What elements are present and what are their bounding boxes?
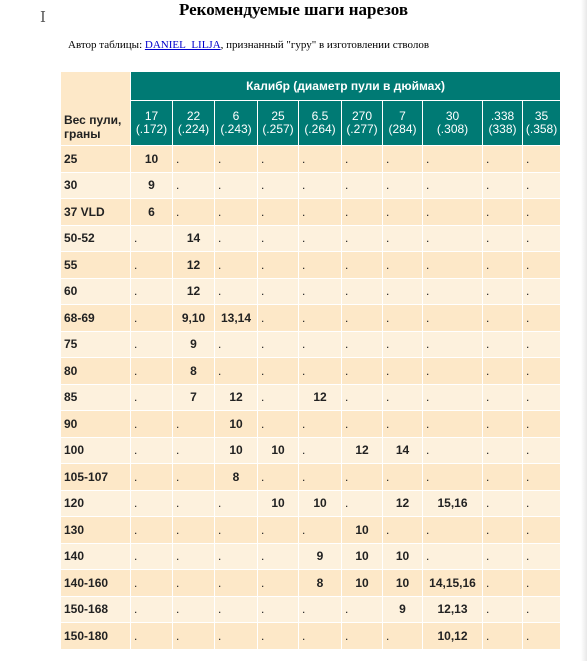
twist-rate-cell: . xyxy=(342,596,383,623)
twist-rate-cell: 9 xyxy=(131,172,173,199)
caliber-header-cell xyxy=(342,101,383,146)
twist-rate-cell: . xyxy=(215,278,258,305)
bullet-weight-cell: 80 xyxy=(61,358,131,385)
twist-rate-cell: . xyxy=(483,146,523,173)
table-row xyxy=(61,146,561,173)
twist-rate-cell: . xyxy=(523,384,561,411)
twist-rate-cell: . xyxy=(342,490,383,517)
twist-rate-cell: . xyxy=(215,596,258,623)
twist-rate-cell: 10 xyxy=(215,411,258,438)
twist-rate-cell: . xyxy=(383,384,423,411)
weight-column-header xyxy=(61,72,131,146)
table-row xyxy=(61,543,561,570)
twist-rate-cell: . xyxy=(342,358,383,385)
twist-rate-cell: . xyxy=(483,490,523,517)
caliber-label: .338 xyxy=(490,109,515,123)
bullet-weight-cell: 25 xyxy=(61,146,131,173)
twist-rate-cell: . xyxy=(131,278,173,305)
twist-rate-cell: . xyxy=(173,146,215,173)
twist-rate-cell: . xyxy=(258,172,299,199)
caliber-label: 30 xyxy=(445,109,460,123)
caliber-diameter: (.172) xyxy=(135,122,168,136)
twist-rate-cell: . xyxy=(523,543,561,570)
twist-rate-cell: . xyxy=(383,411,423,438)
twist-rate-cell: . xyxy=(483,172,523,199)
twist-rate-cell: . xyxy=(423,437,483,464)
twist-rate-cell: 8 xyxy=(173,358,215,385)
twist-rate-cell: . xyxy=(423,464,483,491)
twist-rate-cell: 12 xyxy=(299,384,342,411)
twist-rate-cell: . xyxy=(523,623,561,650)
twist-rate-cell: . xyxy=(423,358,483,385)
twist-rate-cell: . xyxy=(215,146,258,173)
twist-rate-cell: 10 xyxy=(299,490,342,517)
table-row xyxy=(61,517,561,544)
twist-rate-cell: . xyxy=(173,623,215,650)
weight-header-line2: граны xyxy=(64,127,101,141)
twist-rate-cell: . xyxy=(173,490,215,517)
twist-rate-cell: . xyxy=(258,517,299,544)
twist-rate-cell: . xyxy=(523,411,561,438)
twist-rate-cell: . xyxy=(173,596,215,623)
bullet-weight-cell: 120 xyxy=(61,490,131,517)
table-row xyxy=(61,199,561,226)
twist-rate-cell: . xyxy=(483,464,523,491)
twist-rate-cell: . xyxy=(483,278,523,305)
caliber-diameter: (.277) xyxy=(346,122,378,136)
twist-rate-cell: 7 xyxy=(173,384,215,411)
caliber-diameter: (.358) xyxy=(525,122,558,136)
twist-rate-cell: . xyxy=(173,411,215,438)
bullet-weight-cell: 100 xyxy=(61,437,131,464)
twist-rate-cell: . xyxy=(423,199,483,226)
bullet-weight-cell: 50-52 xyxy=(61,225,131,252)
twist-rate-cell: . xyxy=(342,331,383,358)
twist-rate-cell: 12 xyxy=(173,252,215,279)
twist-rate-cell: . xyxy=(383,252,423,279)
table-row xyxy=(61,490,561,517)
twist-rate-cell: . xyxy=(258,411,299,438)
twist-rate-cell: . xyxy=(483,225,523,252)
caliber-diameter: (.257) xyxy=(262,122,294,136)
twist-rate-cell: 14,15,16 xyxy=(423,570,483,597)
caliber-label: 17 xyxy=(144,109,159,123)
twist-rate-cell: . xyxy=(299,199,342,226)
twist-rate-cell: . xyxy=(523,305,561,332)
twist-rate-cell: . xyxy=(423,517,483,544)
table-row xyxy=(61,252,561,279)
caliber-label: 270 xyxy=(351,109,373,123)
twist-rate-cell: . xyxy=(423,172,483,199)
bullet-weight-cell: 55 xyxy=(61,252,131,279)
twist-rate-cell: 10 xyxy=(342,517,383,544)
table-row xyxy=(61,331,561,358)
twist-rate-cell: . xyxy=(342,146,383,173)
twist-rate-cell: . xyxy=(215,252,258,279)
twist-rate-cell: . xyxy=(299,464,342,491)
twist-rate-cell: . xyxy=(483,411,523,438)
table-row xyxy=(61,596,561,623)
twist-rate-cell: . xyxy=(258,225,299,252)
twist-rate-cell: 10,12 xyxy=(423,623,483,650)
twist-rate-cell: . xyxy=(483,543,523,570)
twist-rate-cell: . xyxy=(342,172,383,199)
twist-rate-cell: . xyxy=(299,331,342,358)
twist-rate-cell: . xyxy=(258,278,299,305)
twist-rate-cell: . xyxy=(215,358,258,385)
twist-rate-cell: . xyxy=(342,623,383,650)
table-row xyxy=(61,384,561,411)
bullet-weight-cell: 90 xyxy=(61,411,131,438)
twist-rate-cell: . xyxy=(423,331,483,358)
twist-rate-cell: . xyxy=(299,623,342,650)
twist-rate-cell: . xyxy=(523,331,561,358)
twist-rate-cell: . xyxy=(131,252,173,279)
bullet-weight-cell: 60 xyxy=(61,278,131,305)
twist-rate-cell: . xyxy=(523,172,561,199)
bullet-weight-cell: 68-69 xyxy=(61,305,131,332)
twist-rate-cell: 10 xyxy=(131,146,173,173)
bullet-weight-cell: 30 xyxy=(61,172,131,199)
twist-rate-cell: . xyxy=(258,358,299,385)
twist-rate-cell: . xyxy=(299,411,342,438)
twist-rate-cell: . xyxy=(483,517,523,544)
twist-rate-cell: . xyxy=(299,225,342,252)
twist-rate-cell: 10 xyxy=(383,570,423,597)
twist-rate-cell: . xyxy=(523,278,561,305)
twist-rate-cell: . xyxy=(299,146,342,173)
caliber-diameter: (.224) xyxy=(177,122,210,136)
twist-rate-cell: . xyxy=(342,464,383,491)
twist-rate-cell: . xyxy=(131,517,173,544)
twist-rate-cell: . xyxy=(523,252,561,279)
twist-rate-cell: . xyxy=(483,199,523,226)
twist-rate-cell: . xyxy=(131,411,173,438)
twist-rate-cell: . xyxy=(383,146,423,173)
twist-rate-cell: . xyxy=(215,225,258,252)
table-row xyxy=(61,172,561,199)
twist-rate-cell: . xyxy=(131,358,173,385)
twist-rate-table xyxy=(60,71,561,650)
twist-rate-cell: . xyxy=(483,331,523,358)
caliber-header-row xyxy=(61,101,561,146)
twist-rate-cell: . xyxy=(523,596,561,623)
twist-rate-cell: . xyxy=(523,199,561,226)
weight-header-line1: Вес пули, xyxy=(64,113,122,127)
twist-rate-cell: 10 xyxy=(342,570,383,597)
twist-rate-cell: . xyxy=(258,252,299,279)
twist-rate-cell: . xyxy=(131,596,173,623)
twist-rate-cell: 12,13 xyxy=(423,596,483,623)
caliber-header-cell xyxy=(383,101,423,146)
twist-rate-cell: . xyxy=(258,305,299,332)
twist-rate-cell: . xyxy=(299,252,342,279)
twist-rate-cell: . xyxy=(383,517,423,544)
twist-rate-cell: . xyxy=(173,543,215,570)
twist-rate-cell: . xyxy=(483,437,523,464)
caliber-header-cell xyxy=(258,101,299,146)
twist-rate-cell: 14 xyxy=(173,225,215,252)
twist-rate-cell: 12 xyxy=(215,384,258,411)
bullet-weight-cell: 140 xyxy=(61,543,131,570)
twist-rate-cell: 9,10 xyxy=(173,305,215,332)
twist-rate-cell: . xyxy=(131,490,173,517)
twist-rate-cell: 12 xyxy=(383,490,423,517)
twist-rate-cell: . xyxy=(342,199,383,226)
twist-rate-cell: . xyxy=(131,437,173,464)
bullet-weight-cell: 75 xyxy=(61,331,131,358)
twist-rate-cell: 10 xyxy=(258,490,299,517)
twist-rate-cell: . xyxy=(423,252,483,279)
twist-rate-cell: 6 xyxy=(131,199,173,226)
twist-rate-cell: . xyxy=(483,252,523,279)
twist-rate-cell: . xyxy=(483,384,523,411)
twist-rate-cell: . xyxy=(383,623,423,650)
twist-rate-cell: . xyxy=(258,146,299,173)
twist-rate-cell: . xyxy=(342,278,383,305)
twist-rate-cell: . xyxy=(173,437,215,464)
bullet-weight-cell: 150-180 xyxy=(61,623,131,650)
twist-rate-cell: . xyxy=(299,437,342,464)
twist-rate-cell: 10 xyxy=(342,543,383,570)
caliber-header-cell xyxy=(483,101,523,146)
twist-rate-cell: . xyxy=(342,252,383,279)
author-link[interactable]: DANIEL_LILJA xyxy=(144,39,221,51)
twist-rate-cell: . xyxy=(523,358,561,385)
table-row xyxy=(61,225,561,252)
table-row xyxy=(61,437,561,464)
caliber-label: 7 xyxy=(399,109,406,123)
twist-rate-cell: . xyxy=(258,331,299,358)
twist-rate-cell: . xyxy=(173,570,215,597)
twist-rate-cell: . xyxy=(131,543,173,570)
twist-rate-cell: . xyxy=(423,305,483,332)
twist-rate-cell: 8 xyxy=(215,464,258,491)
twist-rate-cell: . xyxy=(342,411,383,438)
caliber-header-cell xyxy=(523,101,561,146)
twist-rate-cell: . xyxy=(383,225,423,252)
twist-rate-cell: . xyxy=(423,543,483,570)
twist-rate-cell: . xyxy=(215,543,258,570)
table-row xyxy=(61,278,561,305)
caliber-header-cell xyxy=(423,101,483,146)
table-body xyxy=(61,146,561,650)
twist-rate-cell: . xyxy=(131,570,173,597)
author-line xyxy=(68,39,429,51)
twist-rate-cell: . xyxy=(299,517,342,544)
table-row xyxy=(61,411,561,438)
table-row xyxy=(61,358,561,385)
bullet-weight-cell: 130 xyxy=(61,517,131,544)
twist-rate-cell: . xyxy=(299,172,342,199)
twist-rate-cell: 10 xyxy=(258,437,299,464)
twist-rate-cell: . xyxy=(342,305,383,332)
bullet-weight-cell: 150-168 xyxy=(61,596,131,623)
twist-rate-cell: . xyxy=(523,437,561,464)
table-row xyxy=(61,305,561,332)
twist-rate-cell: . xyxy=(299,596,342,623)
twist-rate-cell: . xyxy=(483,596,523,623)
twist-rate-cell: . xyxy=(383,358,423,385)
twist-rate-cell: . xyxy=(258,570,299,597)
caliber-diameter: (.308) xyxy=(436,122,469,136)
twist-rate-cell: . xyxy=(173,464,215,491)
caliber-label: 35 xyxy=(534,109,549,123)
table-row xyxy=(61,464,561,491)
twist-rate-cell: . xyxy=(131,331,173,358)
twist-rate-cell: . xyxy=(299,358,342,385)
twist-rate-cell: . xyxy=(483,570,523,597)
twist-rate-cell: . xyxy=(131,623,173,650)
twist-rate-cell: . xyxy=(383,464,423,491)
twist-rate-cell: . xyxy=(258,384,299,411)
author-prefix: Автор таблицы: xyxy=(68,39,145,51)
twist-rate-cell: . xyxy=(423,225,483,252)
twist-rate-cell: . xyxy=(258,623,299,650)
twist-rate-cell: . xyxy=(258,199,299,226)
twist-rate-cell: . xyxy=(423,384,483,411)
twist-rate-cell: 9 xyxy=(299,543,342,570)
twist-rate-cell: . xyxy=(258,543,299,570)
caliber-group-header: Калибр (диаметр пули в дюймах) xyxy=(131,72,561,101)
twist-rate-cell: . xyxy=(299,278,342,305)
twist-rate-cell: . xyxy=(523,225,561,252)
caliber-diameter: (338) xyxy=(488,122,517,136)
caliber-label: 25 xyxy=(271,109,285,123)
caliber-header-cell xyxy=(215,101,258,146)
twist-rate-cell: . xyxy=(342,225,383,252)
twist-rate-cell: . xyxy=(342,384,383,411)
twist-rate-cell: . xyxy=(215,517,258,544)
twist-rate-cell: . xyxy=(383,199,423,226)
twist-rate-cell: . xyxy=(383,172,423,199)
table-row xyxy=(61,570,561,597)
caliber-diameter: (284) xyxy=(388,122,417,136)
twist-rate-cell: . xyxy=(131,384,173,411)
twist-rate-cell: . xyxy=(483,305,523,332)
bullet-weight-cell: 140-160 xyxy=(61,570,131,597)
twist-rate-cell: . xyxy=(215,570,258,597)
twist-rate-cell: . xyxy=(483,358,523,385)
twist-rate-cell: 12 xyxy=(173,278,215,305)
caliber-label: 6.5 xyxy=(311,109,329,123)
twist-rate-cell: . xyxy=(523,570,561,597)
twist-rate-cell: . xyxy=(383,331,423,358)
twist-rate-cell: . xyxy=(299,305,342,332)
twist-rate-cell: . xyxy=(523,490,561,517)
twist-rate-cell: 15,16 xyxy=(423,490,483,517)
twist-rate-cell: . xyxy=(215,331,258,358)
twist-rate-cell: . xyxy=(215,623,258,650)
twist-rate-cell: 12 xyxy=(342,437,383,464)
twist-rate-cell: 9 xyxy=(383,596,423,623)
twist-rate-cell: . xyxy=(215,199,258,226)
twist-rate-cell: . xyxy=(131,464,173,491)
twist-rate-cell: . xyxy=(258,464,299,491)
caliber-diameter: (.243) xyxy=(220,122,252,136)
caliber-label: 22 xyxy=(186,109,201,123)
twist-rate-cell: . xyxy=(173,172,215,199)
twist-rate-cell: . xyxy=(173,517,215,544)
bullet-weight-cell: 85 xyxy=(61,384,131,411)
twist-rate-cell: . xyxy=(523,517,561,544)
twist-rate-cell: . xyxy=(423,146,483,173)
caliber-label: 6 xyxy=(232,109,240,123)
twist-rate-cell: . xyxy=(423,278,483,305)
twist-rate-cell: . xyxy=(258,596,299,623)
twist-rate-cell: . xyxy=(523,146,561,173)
text-cursor-icon: I xyxy=(40,8,46,26)
author-suffix: , признанный "гуру" в изготовлении стволов xyxy=(220,39,430,51)
twist-rate-cell: . xyxy=(383,278,423,305)
twist-rate-cell: . xyxy=(423,411,483,438)
twist-rate-cell: . xyxy=(131,305,173,332)
caliber-header-cell xyxy=(299,101,342,146)
twist-rate-cell: 13,14 xyxy=(215,305,258,332)
twist-rate-cell: . xyxy=(131,225,173,252)
caliber-header-cell xyxy=(131,101,173,146)
twist-rate-cell: 10 xyxy=(383,543,423,570)
twist-rate-cell: 9 xyxy=(173,331,215,358)
twist-rate-cell: . xyxy=(523,464,561,491)
twist-rate-cell: . xyxy=(483,623,523,650)
twist-rate-cell: 14 xyxy=(383,437,423,464)
table-row xyxy=(61,623,561,650)
twist-rate-cell: . xyxy=(215,172,258,199)
caliber-header-cell xyxy=(173,101,215,146)
bullet-weight-cell: 105-107 xyxy=(61,464,131,491)
caliber-diameter: (.264) xyxy=(304,122,336,136)
twist-rate-cell: 10 xyxy=(215,437,258,464)
twist-rate-cell: 8 xyxy=(299,570,342,597)
bullet-weight-cell: 37 VLD xyxy=(61,199,131,226)
twist-rate-cell: . xyxy=(215,490,258,517)
twist-rate-cell: . xyxy=(173,199,215,226)
twist-rate-cell: . xyxy=(383,305,423,332)
page-title: Рекомендуемые шаги нарезов xyxy=(178,0,409,19)
page-edge xyxy=(581,0,587,661)
